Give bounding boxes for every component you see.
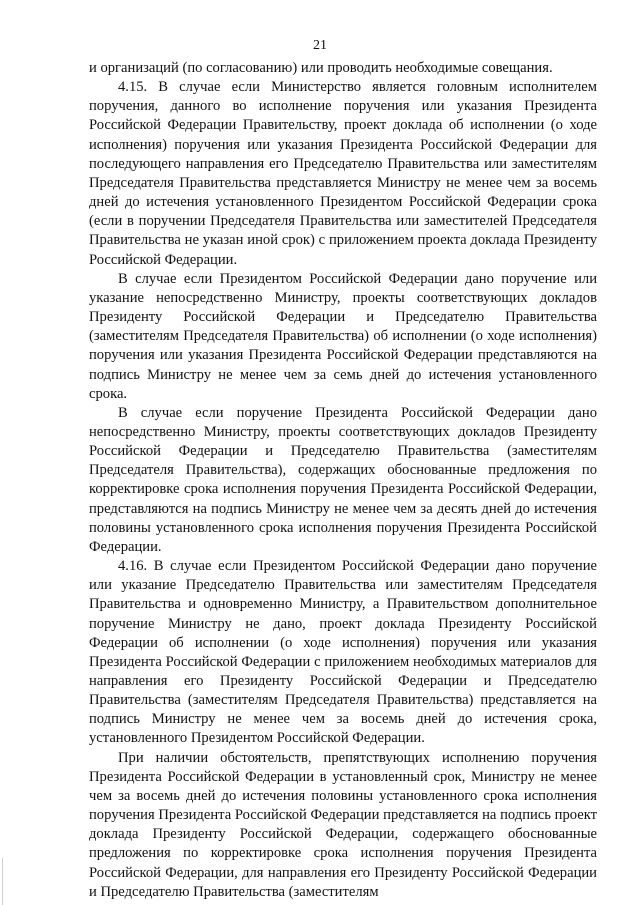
paragraph-term-correction: В случае если поручение Президента Российской Федерации дано непосредственно Министру, проекты соответствующих докладов Президенту Российской Федерации и Председателю Правительства (заместителям Председателя Правительства), содержащих обоснованные предложения по корректировке срока исполнения поручения Президента Российской Федерации, представляются на подпись Министру не менее чем за десять дней до истечения половины установленного срока исполнения поручения Президента Российской Федерации.	[89, 404, 597, 555]
paragraph-obstacles: При наличии обстоятельств, препятствующих исполнению поручения Президента Российской Федерации в установленный срок, Министру не менее чем за восемь дней до истечения половины установленного срока исполнения поручения Президента Российской Федерации представляется на подпись проект доклада Президенту Российской Федерации, содержащего обоснованные предложения по корректировке срока исполнения поручения Президента Российской Федерации, для направления его Президенту Российской Федерации и Председателю Правительства (заместителям	[89, 749, 597, 900]
paragraph-direct-instruction: В случае если Президентом Российской Федерации дано поручение или указание непосредственно Министру, проекты соответствующих докладов Президенту Российской Федерации и Председателю Правительства (заместителям Председателя Правительства) об исполнении (о ходе исполнения) поручения или указания Президента Российской Федерации представляются на подпись Министру не менее чем за семь дней до истечения установленного срока.	[89, 270, 597, 402]
page-number: 21	[313, 38, 327, 53]
paragraph-4-15: 4.15. В случае если Министерство является головным исполнителем поручения, данного во исполнение поручения или указания Президента Российской Федерации Правительству, проект доклада об исполнении (о ходе исполнения) поручения или указания Президента Российской Федерации для последующего направления его Председателю Правительства или заместителям Председателя Правительства представляется Министру не менее чем за восемь дней до истечения установленного Президентом Российской Федерации срока (если в поручении Председателя Правительства или заместителей Председателя Правительства не указан иной срок) с приложением проекта доклада Президенту Российской Федерации.	[89, 79, 597, 268]
paragraph-continuation: и организаций (по согласованию) или проводить необходимые совещания.	[89, 60, 553, 76]
document-body	[89, 59, 597, 902]
paragraph-4-16: 4.16. В случае если Президентом Российской Федерации дано поручение или указание Председателю Правительства или заместителям Председателя Правительства и одновременно Министру, а Правительством дополнительное поручение Министру не дано, проект доклада Президенту Российской Федерации об исполнении (о ходе исполнения) поручения или указания Президента Российской Федерации с приложением необходимых материалов для направления его Президенту Российской Федерации и Председателю Правительства (заместителям Председателя Правительства) представляется на подпись Министру не менее чем за восемь дней до истечения срока, установленного Президентом Российской Федерации.	[89, 558, 597, 747]
scan-edge-line	[2, 858, 3, 905]
